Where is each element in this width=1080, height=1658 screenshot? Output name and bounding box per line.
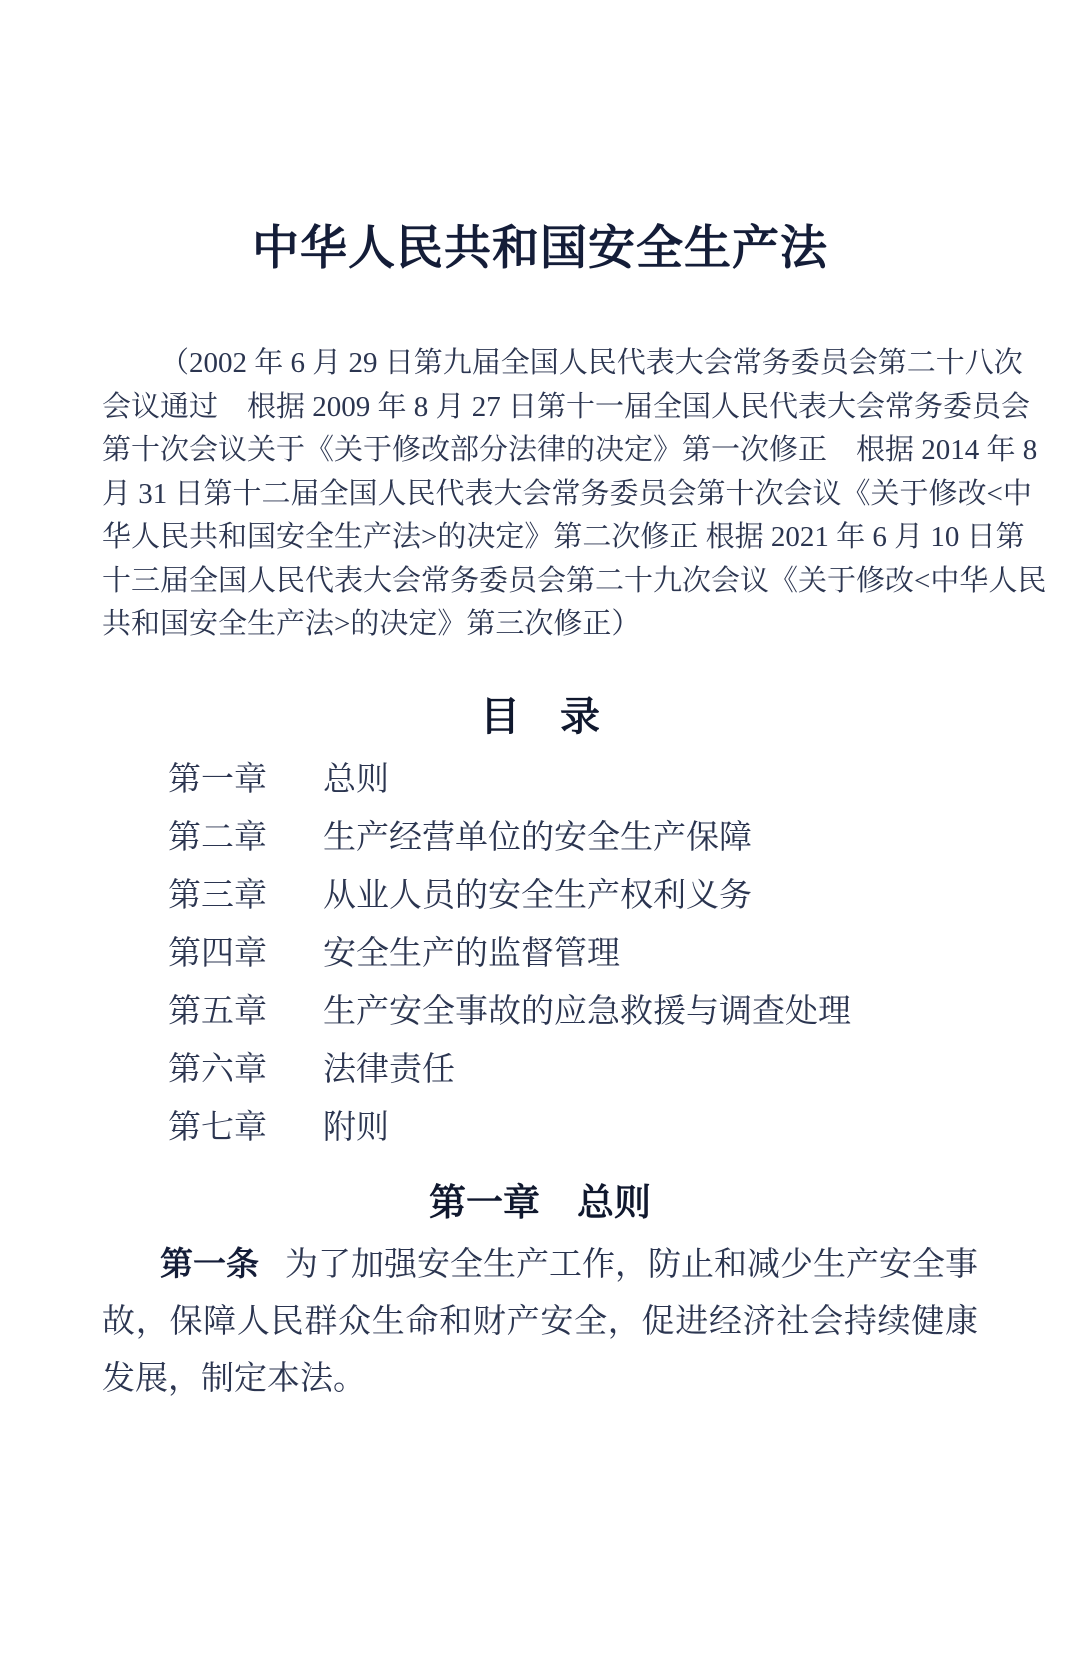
toc-chapter-number: 第三章 [168,877,267,914]
amendment-note-line-6: 十三届全国人民代表大会常务委员会第二十九次会议《关于修改<中华人民 [102,564,1047,597]
toc-chapter-title: 安全生产的监督管理 [323,935,620,972]
amendment-note-line-7: 共和国安全生产法>的决定》第三次修正） [102,608,641,640]
toc-item-chapter-6 [102,1041,978,1099]
amendment-note-line-5: 华人民共和国安全生产法>的决定》第二次修正 根据 2021 年 6 月 10 日第 [102,521,1025,553]
toc-heading: 目 录 [480,694,600,739]
toc-item-chapter-7 [102,1099,978,1157]
amendment-note-line-3: 第十次会议关于《关于修改部分法律的决定》第一次修正 根据 2014 年 8 [102,434,1038,466]
toc-chapter-number: 第七章 [168,1109,267,1146]
toc-chapter-title: 生产安全事故的应急救援与调查处理 [323,993,851,1030]
toc-item-chapter-1 [102,751,978,809]
toc-item-chapter-2 [102,809,978,867]
toc-chapter-title: 附则 [323,1109,389,1146]
toc-chapter-title: 生产经营单位的安全生产保障 [323,819,752,856]
toc-item-chapter-3 [102,867,978,925]
amendment-note-line-2: 会议通过 根据 2009 年 8 月 27 日第十一届全国人民代表大会常务委员会 [102,390,1031,423]
amendment-note-line-4: 月 31 日第十二届全国人民代表大会常务委员会第十次会议《关于修改<中 [102,477,1032,510]
toc-item-chapter-4 [102,925,978,983]
amendment-note-line-1: （2002 年 6 月 29 日第九届全国人民代表大会常务委员会第二十八次 [160,347,1023,379]
toc-chapter-title: 法律责任 [323,1051,455,1088]
document-title: 中华人民共和国安全生产法 [252,221,828,274]
chapter-1-heading: 第一章 总则 [429,1181,651,1223]
toc-list [102,751,978,1157]
toc-item-chapter-5 [102,983,978,1041]
toc-chapter-number: 第四章 [168,935,267,972]
toc-chapter-number: 第一章 [168,761,267,798]
article-1-label: 第一条 [160,1244,259,1282]
article-1-text: 为了加强安全生产工作，防止和减少生产安全事故，保障人民群众生命和财产安全，促进经济社会持续健康发展，制定本法。 [102,1246,978,1397]
toc-chapter-number: 第二章 [168,819,267,856]
article-1 [102,1235,978,1408]
toc-chapter-title: 总则 [323,761,389,798]
toc-chapter-number: 第六章 [168,1051,267,1088]
toc-chapter-number: 第五章 [168,993,267,1030]
document-page [0,218,1080,1658]
toc-chapter-title: 从业人员的安全生产权利义务 [323,877,752,914]
amendment-note [102,342,1047,647]
